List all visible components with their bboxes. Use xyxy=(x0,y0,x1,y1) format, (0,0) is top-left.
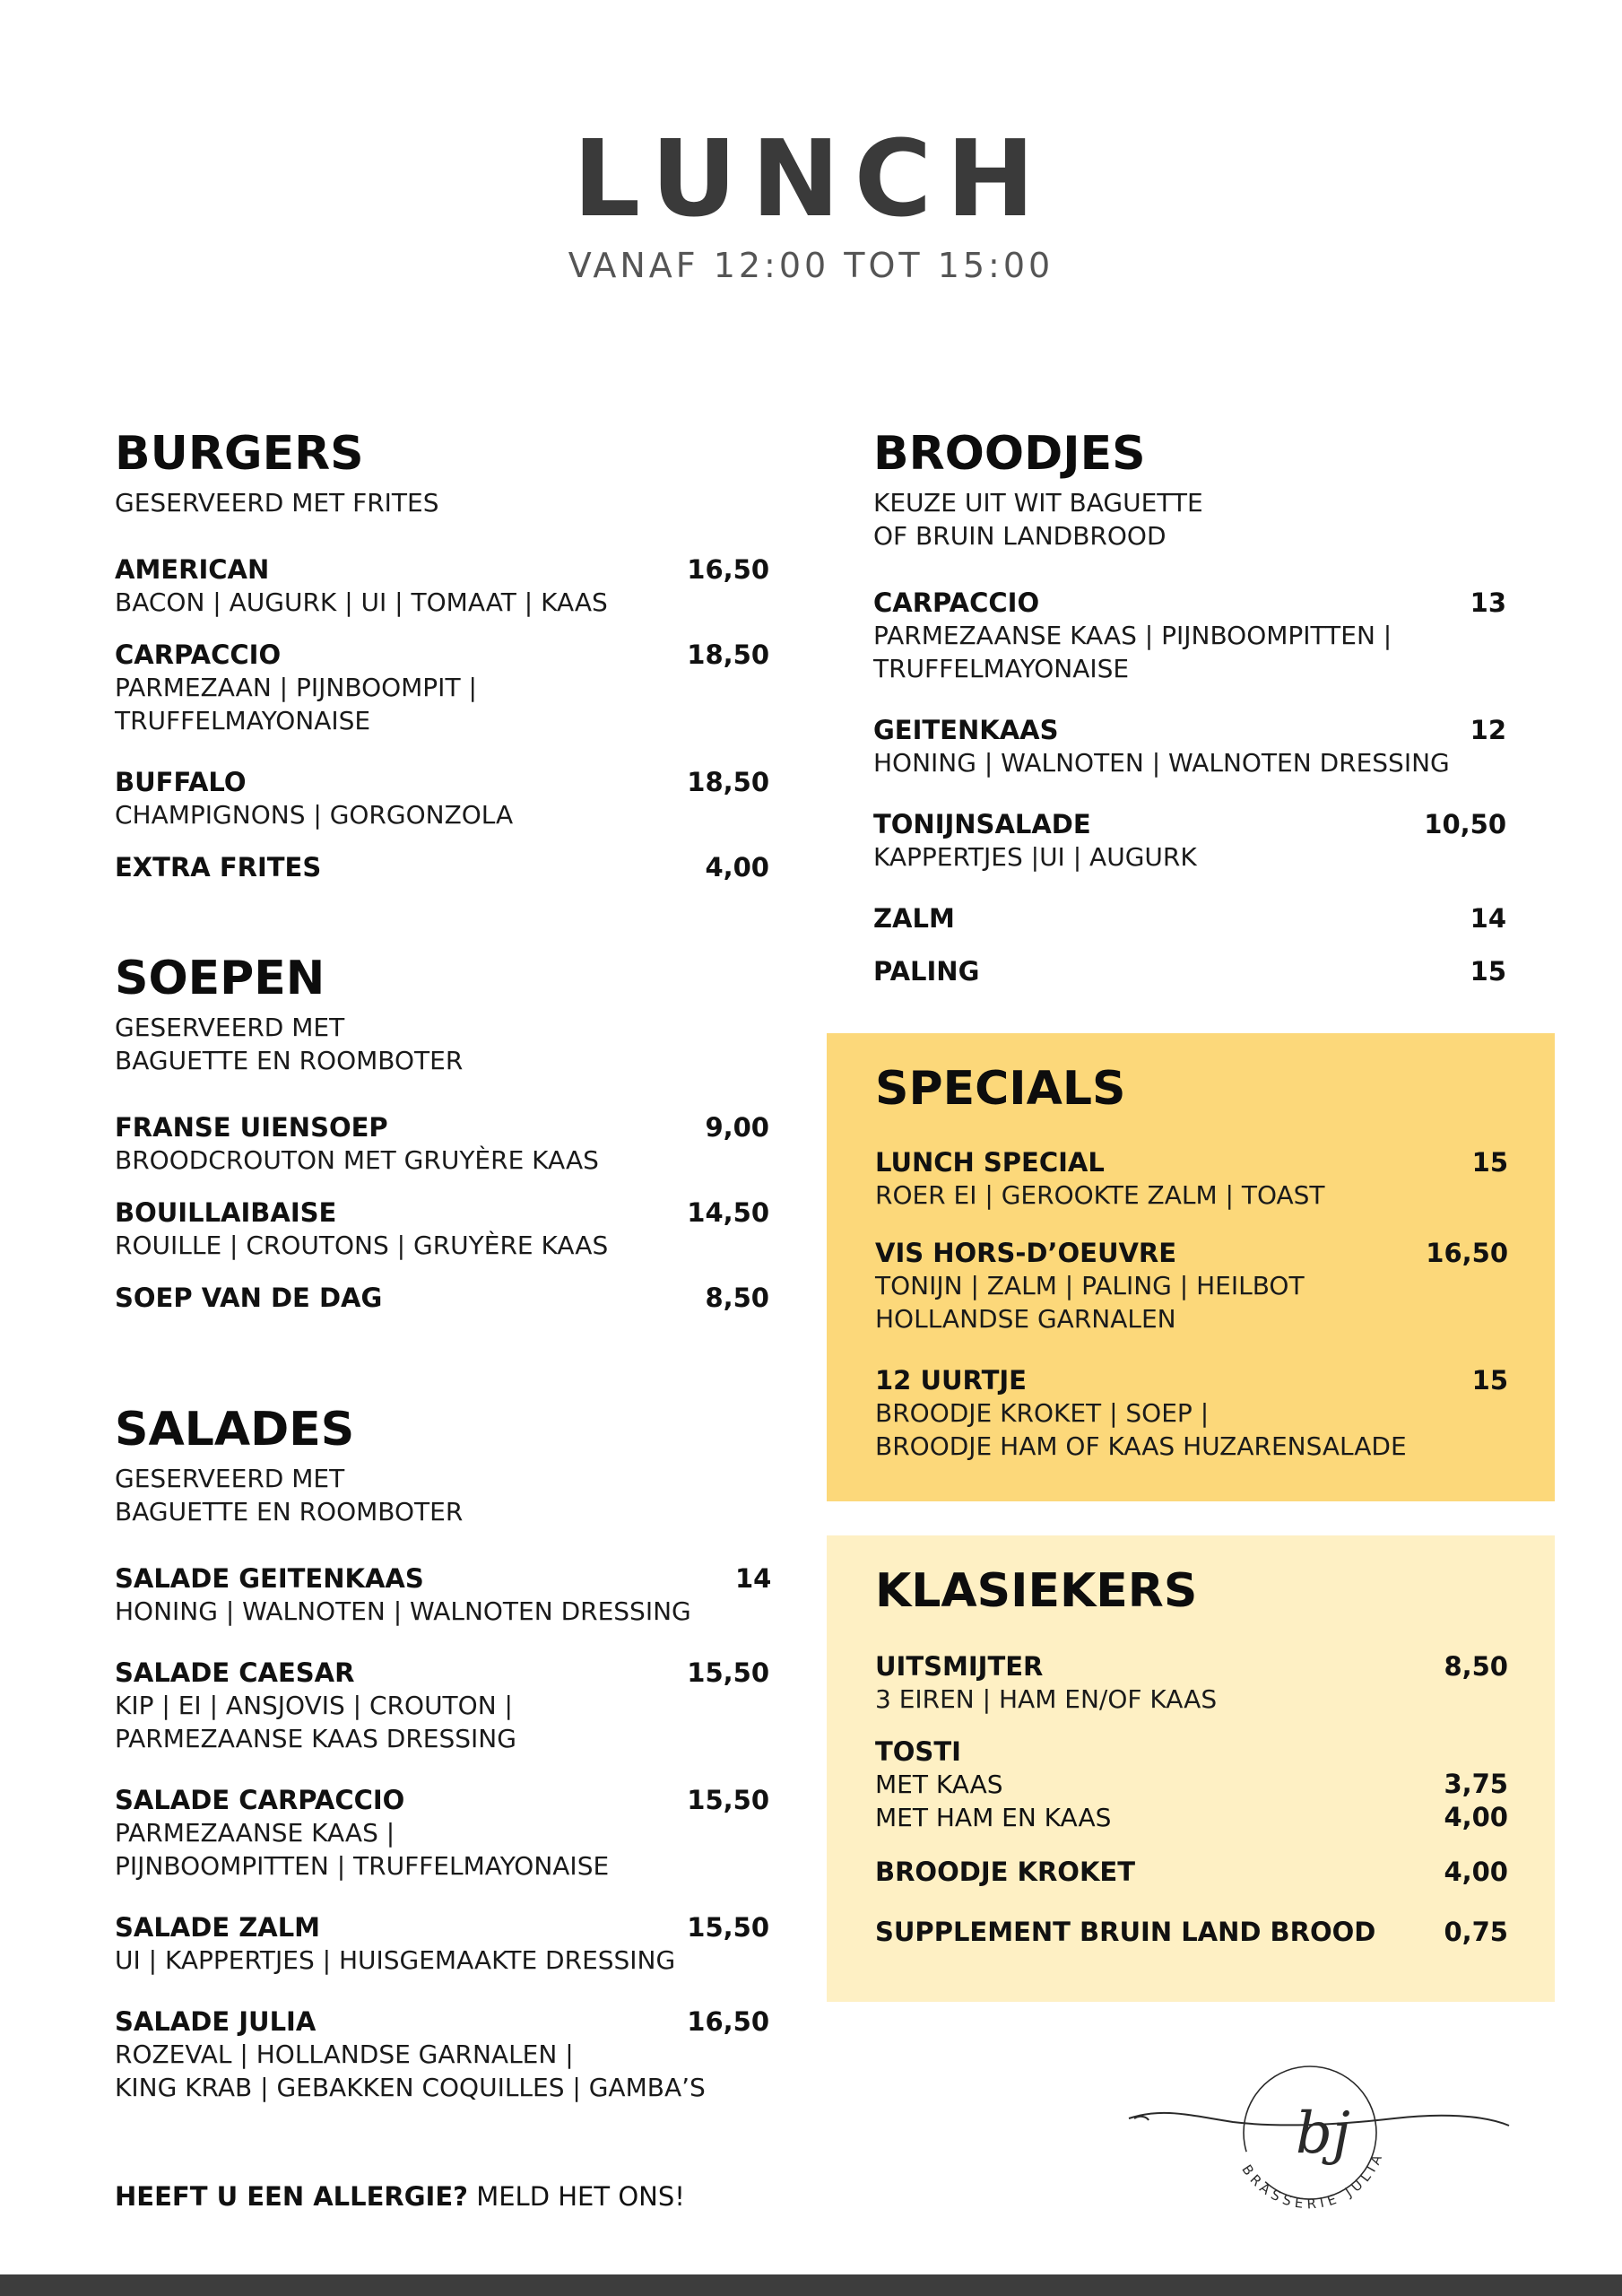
menu-item-salade-julia: SALADE JULIA 16,50 ROZEVAL | HOLLANDSE GARNALEN | KING KRAB | GEBAKKEN COQUILLES | GAMBA’S xyxy=(115,2006,769,2102)
logo-monogram: bj xyxy=(1296,2100,1350,2167)
soepen-section xyxy=(115,952,769,1314)
section-title: SPECIALS xyxy=(875,1062,1126,1116)
klasiekers-box xyxy=(827,1535,1555,2002)
item-price: 15,50 xyxy=(687,1912,769,1943)
salades-section xyxy=(115,1403,772,2104)
item-price: 16,50 xyxy=(1426,1238,1508,1268)
menu-item-tosti: TOSTI MET KAAS 3,75 MET HAM EN KAAS 4,00 xyxy=(875,1736,1508,1832)
item-price: 15 xyxy=(1471,1147,1508,1178)
item-price: 18,50 xyxy=(687,639,769,670)
item-price: 15 xyxy=(1471,1365,1508,1396)
section-title: BROODJES xyxy=(873,427,1146,481)
item-price: 3,75 xyxy=(1444,1769,1508,1799)
menu-item-salade-geitenkaas: SALADE GEITENKAAS 14 HONING | WALNOTEN | WALNOTEN DRESSING xyxy=(115,1563,772,1626)
section-desc: KEUZE UIT WIT BAGUETTE OF BRUIN LANDBROOD xyxy=(873,488,1203,551)
page-title: LUNCH xyxy=(573,117,1049,240)
item-price: 14 xyxy=(1470,903,1506,934)
item-price: 13 xyxy=(1470,587,1506,618)
menu-item-uitsmijter: UITSMIJTER 8,50 3 EIREN | HAM EN/OF KAAS xyxy=(875,1651,1508,1714)
section-title: SALADES xyxy=(115,1403,355,1457)
item-price: 8,50 xyxy=(1444,1651,1508,1682)
item-price: 12 xyxy=(1470,715,1506,745)
menu-item-supplement: SUPPLEMENT BRUIN LAND BROOD 0,75 xyxy=(875,1917,1508,1947)
menu-item-carpaccio: CARPACCIO 18,50 PARMEZAAN | PIJNBOOMPIT | TRUFFELMAYONAISE xyxy=(115,639,769,735)
menu-item-zalm: ZALM 14 xyxy=(873,903,1506,934)
menu-item-franse-uiensoep: FRANSE UIENSOEP 9,00 BROODCROUTON MET GRUYÈRE KAAS xyxy=(115,1112,769,1175)
menu-item-lunch-special: LUNCH SPECIAL 15 ROER EI | GEROOKTE ZALM | TOAST xyxy=(875,1147,1508,1210)
item-price: 4,00 xyxy=(705,852,769,883)
menu-item-buffalo: BUFFALO 18,50 CHAMPIGNONS | GORGONZOLA xyxy=(115,767,769,830)
tosti-option: MET HAM EN KAAS 4,00 xyxy=(875,1802,1508,1832)
section-desc: GESERVEERD MET BAGUETTE EN ROOMBOTER xyxy=(115,1013,464,1075)
item-price: 4,00 xyxy=(1444,1857,1508,1887)
menu-item-12-uurtje: 12 UURTJE 15 BROODJE KROKET | SOEP | BROODJE HAM OF KAAS HUZARENSALADE xyxy=(875,1365,1508,1461)
menu-item-broodje-carpaccio: CARPACCIO 13 PARMEZAANSE KAAS | PIJNBOOMPITTEN | TRUFFELMAYONAISE xyxy=(873,587,1506,683)
allergy-note: HEEFT U EEN ALLERGIE? MELD HET ONS! xyxy=(115,2181,685,2212)
menu-item-salade-caesar: SALADE CAESAR 15,50 KIP | EI | ANSJOVIS | CROUTON | PARMEZAANSE KAAS DRESSING xyxy=(115,1657,769,1753)
menu-item-salade-zalm: SALADE ZALM 15,50 UI | KAPPERTJES | HUISGEMAAKTE DRESSING xyxy=(115,1912,769,1975)
section-title: KLASIEKERS xyxy=(875,1564,1198,1618)
menu-item-vis-hors-doeuvre: VIS HORS-D’OEUVRE 16,50 TONIJN | ZALM | PALING | HEILBOT HOLLANDSE GARNALEN xyxy=(875,1238,1508,1334)
item-price: 4,00 xyxy=(1444,1802,1508,1832)
item-price: 15,50 xyxy=(687,1657,769,1688)
tosti-option: MET KAAS 3,75 xyxy=(875,1769,1508,1799)
item-price: 18,50 xyxy=(687,767,769,797)
menu-item-broodje-kroket: BROODJE KROKET 4,00 xyxy=(875,1857,1508,1887)
section-desc: GESERVEERD MET FRITES xyxy=(115,488,439,517)
klasiekers-section xyxy=(875,1564,1508,1948)
menu-item-american: AMERICAN 16,50 BACON | AUGURK | UI | TOMAAT | KAAS xyxy=(115,554,769,617)
item-price: 15,50 xyxy=(687,1785,769,1815)
item-price: 9,00 xyxy=(705,1112,769,1143)
specials-box xyxy=(827,1033,1555,1501)
bottom-bar xyxy=(0,2274,1622,2296)
menu-item-paling: PALING 15 xyxy=(873,956,1506,987)
page-header xyxy=(0,117,1622,285)
item-price: 14,50 xyxy=(687,1197,769,1228)
item-price: 14 xyxy=(735,1563,772,1594)
item-price: 16,50 xyxy=(687,2006,769,2037)
item-price: 8,50 xyxy=(705,1283,769,1313)
specials-section xyxy=(875,1062,1508,1463)
brasserie-julia-logo xyxy=(1125,2063,1511,2233)
item-price: 15 xyxy=(1470,956,1506,987)
broodjes-section xyxy=(873,427,1506,987)
burgers-section xyxy=(115,427,769,883)
menu-item-salade-carpaccio: SALADE CARPACCIO 15,50 PARMEZAANSE KAAS | PIJNBOOMPITTEN | TRUFFELMAYONAISE xyxy=(115,1785,769,1881)
item-price: 10,50 xyxy=(1424,809,1506,839)
item-price: 16,50 xyxy=(687,554,769,585)
menu-item-tonijnsalade: TONIJNSALADE 10,50 KAPPERTJES |UI | AUGURK xyxy=(873,809,1506,872)
section-desc: GESERVEERD MET BAGUETTE EN ROOMBOTER xyxy=(115,1464,464,1526)
item-price: 0,75 xyxy=(1444,1917,1508,1947)
section-title: SOEPEN xyxy=(115,952,325,1005)
section-title: BURGERS xyxy=(115,427,364,481)
page-subtitle: VANAF 12:00 TOT 15:00 xyxy=(568,246,1054,285)
logo-brand: BRASSERIE JULIA xyxy=(1238,2148,1387,2213)
menu-item-soep-van-de-dag: SOEP VAN DE DAG 8,50 xyxy=(115,1283,769,1313)
menu-item-extra-frites: EXTRA FRITES 4,00 xyxy=(115,852,769,883)
menu-item-bouillaibaise: BOUILLAIBAISE 14,50 ROUILLE | CROUTONS | GRUYÈRE KAAS xyxy=(115,1197,769,1260)
menu-item-broodje-geitenkaas: GEITENKAAS 12 HONING | WALNOTEN | WALNOTEN DRESSING xyxy=(873,715,1506,778)
